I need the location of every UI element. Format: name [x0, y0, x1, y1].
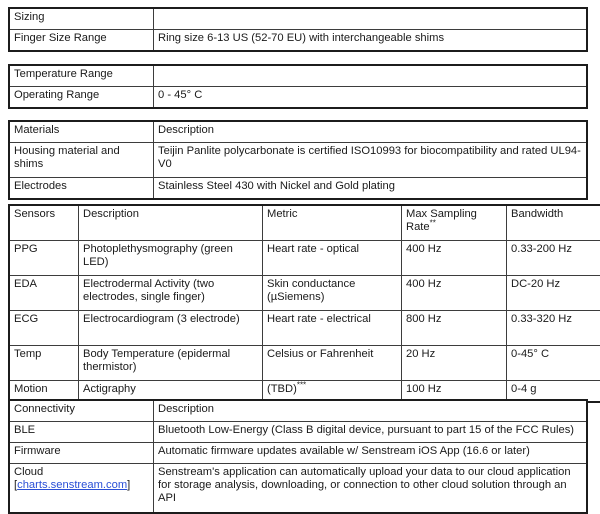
table-header-row	[9, 205, 600, 241]
sensor-metric: Celsius or Fahrenheit	[263, 346, 402, 381]
table-header-row	[9, 400, 587, 422]
connectivity-row-label: BLE	[9, 422, 154, 443]
sensor-metric: Skin conductance (µSiemens)	[263, 276, 402, 311]
connectivity-row-value: Automatic firmware updates available w/ Senstream iOS App (16.6 or later)	[154, 443, 588, 464]
sensor-description: Photoplethysmography (green LED)	[79, 241, 263, 276]
materials-row-label: Electrodes	[9, 178, 154, 200]
sensors-table	[8, 204, 600, 403]
table-row	[9, 422, 587, 443]
materials-header-label: Materials	[9, 121, 154, 143]
sensor-description: Electrocardiogram (3 electrode)	[79, 311, 263, 346]
table-row	[9, 346, 600, 381]
table-row	[9, 87, 587, 109]
cloud-label: Cloud	[14, 466, 149, 479]
sensor-max-sampling-rate: 800 Hz	[402, 311, 507, 346]
sensor-description: Body Temperature (epidermal thermistor)	[79, 346, 263, 381]
connectivity-header-label: Connectivity	[9, 400, 154, 422]
sensor-bandwidth: 0.33-200 Hz	[507, 241, 600, 276]
sensor-name: PPG	[9, 241, 79, 276]
bracket-close: ]	[127, 479, 130, 491]
temperature-header-label: Temperature Range	[9, 65, 154, 87]
connectivity-row-label-cloud	[9, 464, 154, 514]
sensors-header-description: Description	[79, 205, 263, 241]
bracket-open: [	[14, 479, 17, 491]
sensor-description: Actigraphy	[79, 381, 263, 403]
cloud-charts-link[interactable]: charts.senstream.com	[17, 479, 127, 491]
table-row	[9, 178, 587, 200]
sensors-header-rate-footnote: **	[430, 218, 436, 227]
sensor-name: ECG	[9, 311, 79, 346]
sensor-metric: Heart rate - electrical	[263, 311, 402, 346]
temperature-table	[8, 64, 588, 109]
sizing-header-label: Sizing	[9, 8, 154, 30]
sensor-bandwidth: DC-20 Hz	[507, 276, 600, 311]
sensor-metric-footnote: ***	[297, 380, 306, 389]
table-header-row	[9, 121, 587, 143]
sizing-row-value: Ring size 6-13 US (52-70 EU) with interchangeable shims	[154, 30, 588, 52]
table-row	[9, 241, 600, 276]
temperature-row-value: 0 - 45° C	[154, 87, 588, 109]
sensor-metric: Heart rate - optical	[263, 241, 402, 276]
sensor-max-sampling-rate: 20 Hz	[402, 346, 507, 381]
sensor-name: Motion	[9, 381, 79, 403]
sensor-max-sampling-rate: 400 Hz	[402, 276, 507, 311]
sensor-bandwidth: 0-4 g	[507, 381, 600, 403]
sizing-table	[8, 7, 588, 52]
sensor-name: EDA	[9, 276, 79, 311]
sizing-row-label: Finger Size Range	[9, 30, 154, 52]
table-row	[9, 276, 600, 311]
cloud-link-wrapper	[14, 479, 149, 492]
sensors-header-bandwidth: Bandwidth	[507, 205, 600, 241]
materials-row-label: Housing material and shims	[9, 143, 154, 178]
connectivity-row-label: Firmware	[9, 443, 154, 464]
temperature-row-label: Operating Range	[9, 87, 154, 109]
sensor-description: Electrodermal Activity (two electrodes, single finger)	[79, 276, 263, 311]
materials-row-value: Teijin Panlite polycarbonate is certified ISO10993 for biocompatibility and rated UL94-V0	[154, 143, 588, 178]
connectivity-row-value: Bluetooth Low-Energy (Class B digital device, pursuant to part 15 of the FCC Rules)	[154, 422, 588, 443]
sizing-header-blank	[154, 8, 588, 30]
table-header-row	[9, 65, 587, 87]
sensors-header-rate-text: Max Sampling Rate	[406, 208, 477, 233]
connectivity-header-description: Description	[154, 400, 588, 422]
sensors-header-max-sampling-rate	[402, 205, 507, 241]
table-row	[9, 464, 587, 514]
sensor-max-sampling-rate: 400 Hz	[402, 241, 507, 276]
temperature-header-blank	[154, 65, 588, 87]
sensor-bandwidth: 0-45° C	[507, 346, 600, 381]
table-row	[9, 443, 587, 464]
connectivity-row-value: Senstream's application can automatically upload your data to our cloud application for storage analysis, downloading, or connection to other cloud solution through an API	[154, 464, 588, 514]
materials-header-description: Description	[154, 121, 588, 143]
materials-row-value: Stainless Steel 430 with Nickel and Gold plating	[154, 178, 588, 200]
table-row	[9, 311, 600, 346]
sensors-header-sensor: Sensors	[9, 205, 79, 241]
table-row	[9, 30, 587, 52]
sensor-metric-text: (TBD)	[267, 383, 297, 395]
table-row	[9, 143, 587, 178]
materials-table	[8, 120, 588, 200]
sensors-header-metric: Metric	[263, 205, 402, 241]
sensor-max-sampling-rate: 100 Hz	[402, 381, 507, 403]
table-header-row	[9, 8, 587, 30]
sensor-bandwidth: 0.33-320 Hz	[507, 311, 600, 346]
connectivity-table	[8, 399, 588, 514]
sensor-name: Temp	[9, 346, 79, 381]
